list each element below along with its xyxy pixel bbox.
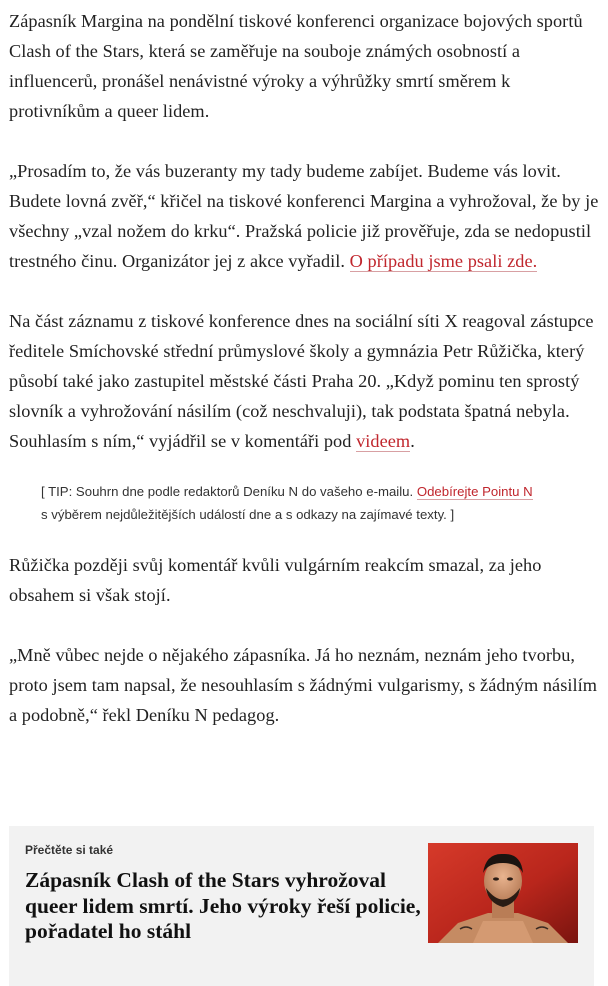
related-article-card[interactable]: [9, 826, 594, 986]
subscribe-pointa-link[interactable]: Odebírejte Pointu N: [416, 484, 533, 499]
paragraph-2: [9, 156, 601, 276]
tip-rest: s výběrem nejdůležitějších událostí dne a s odkazy na zajímavé texty. ]: [41, 507, 455, 522]
paragraph-3-text: Na část záznamu z tiskové konference dnes na sociální síti X reagoval zástupce ředitele Smíchovské střední průmyslové školy a gymnázia Petr Růžička, který působí také jako zastupitel městské části Praha 20. „Když pominu ten sprostý slovník a vyhrožování násilím (což neschvaluji), tak podstata špatná nebyla. Souhlasím s ním,“ vyjádřil se v komentáři pod: [9, 311, 594, 451]
paragraph-3-end: .: [410, 431, 415, 451]
paragraph-2-text: „Prosadím to, že vás buzeranty my tady budeme zabíjet. Budeme vás lovit. Budete lovná zvěř,“ křičel na tiskové konferenci Margina a vyhrožoval, že by je všechny „vzal nožem do krku“. Pražská policie již prověřuje, zda se nedopustil trestného činu. Organizátor jej z akce vyřadil.: [9, 161, 599, 271]
related-article-title[interactable]: Zápasník Clash of the Stars vyhrožoval queer lidem smrtí. Jeho výroky řeší policie, pořadatel ho stáhl: [25, 868, 421, 943]
article-body: [9, 6, 601, 760]
related-label: Přečtěte si také: [25, 843, 114, 857]
video-link[interactable]: videem: [356, 431, 411, 451]
newsletter-tip: [41, 480, 601, 526]
paragraph-3: [9, 306, 601, 456]
tip-text: [ TIP: Souhrn dne podle redaktorů Deníku N do vašeho e-mailu.: [41, 484, 414, 499]
case-article-link[interactable]: O případu jsme psali zde.: [349, 251, 538, 271]
fighter-portrait-thumbnail[interactable]: [428, 843, 578, 943]
paragraph-5: „Mně vůbec nejde o nějakého zápasníka. Já ho neznám, neznám jeho tvorbu, proto jsem tam napsal, že nesouhlasím s žádnými vulgarismy, s žádným násilím a podobně,“ řekl Deníku N pedagog.: [9, 645, 598, 725]
paragraph-1: Zápasník Margina na pondělní tiskové konferenci organizace bojových sportů Clash of the Stars, která se zaměřuje na souboje známých osobností a influencerů, pronášel nenávistné výroky a výhrůžky smrtí směrem k protivníkům a queer lidem.: [9, 11, 583, 121]
paragraph-4: Růžička později svůj komentář kvůli vulgárním reakcím smazal, za jeho obsahem si však stojí.: [9, 555, 542, 605]
